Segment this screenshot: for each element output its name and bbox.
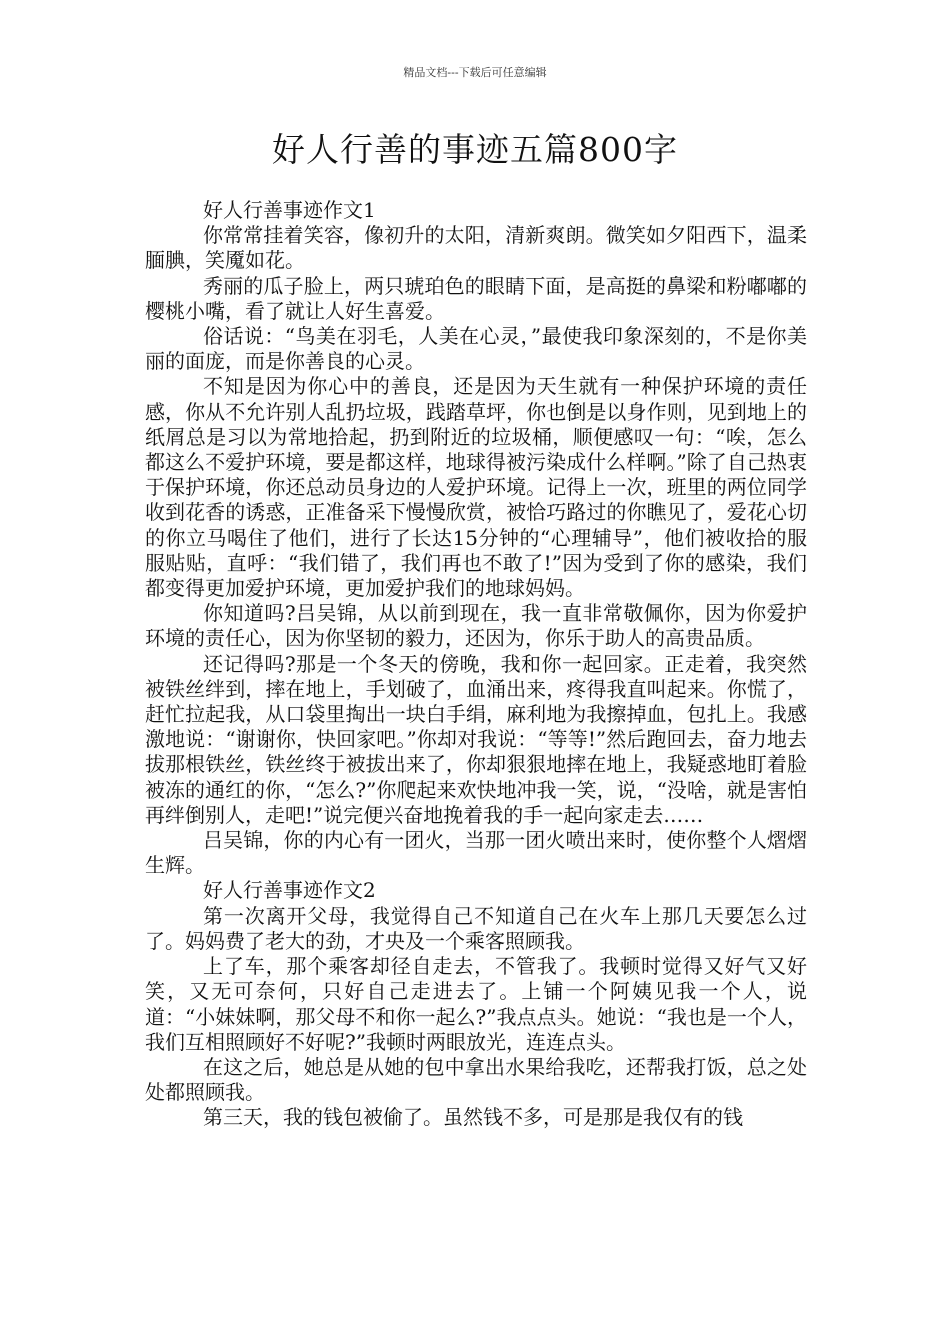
paragraph: 在这之后，她总是从她的包中拿出水果给我吃，还帮我打饭，总之处处都照顾我。: [145, 1054, 807, 1105]
paragraph: 你常常挂着笑容，像初升的太阳，清新爽朗。微笑如夕阳西下，温柔腼腆，笑魇如花。: [145, 223, 807, 273]
paragraph: 你知道吗?吕吴锦，从以前到现在，我一直非常敬佩你，因为你爱护环境的责任心，因为你坚韧的毅力，还因为，你乐于助人的高贵品质。: [145, 601, 807, 651]
section-heading-2: 好人行善事迹作文2: [203, 878, 376, 903]
section-heading-1: 好人行善事迹作文1: [203, 198, 376, 222]
document-title: 好人行善的事迹五篇800字: [272, 130, 678, 169]
paragraph: 第三天，我的钱包被偷了。虽然钱不多，可是那是我仅有的钱: [203, 1105, 743, 1130]
document-body: [145, 198, 807, 1131]
paragraph: 不知是因为你心中的善良，还是因为天生就有一种保护环境的责任感，你从不允许别人乱扔垃圾，践踏草坪，你也倒是以身作则，见到地上的纸屑总是习以为常地拾起，扔到附近的垃圾桶，顺便感叹一句：“唉，怎么都这么不爱护环境，要是都这样，地球得被污染成什么样啊。”除了自己热衷于保护环境，你还总动员身边的人爱护环境。记得上一次，班里的两位同学收到花香的诱惑，正准备采下慢慢欣赏，被恰巧路过的你瞧见了，爱花心切的你立马喝住了他们，进行了长达15分钟的“心理辅导”，他们被收拾的服服贴贴，直呼：“我们错了，我们再也不敢了!”因为受到了你的感染，我们都变得更加爱护环境，更加爱护我们的地球妈妈。: [145, 374, 807, 601]
paragraph: 还记得吗?那是一个冬天的傍晚，我和你一起回家。正走着，我突然被铁丝绊到，摔在地上，手划破了，血涌出来，疼得我直叫起来。你慌了，赶忙拉起我，从口袋里掏出一块白手绢，麻利地为我擦掉血，包扎上。我感激地说：“谢谢你，快回家吧。”你却对我说：“等等!”然后跑回去，奋力地去拔那根铁丝，铁丝终于被拔出来了，你却狠狠地摔在地上，我疑惑地盯着脸被冻的通红的你，“怎么?”你爬起来欢快地冲我一笑，说，“没啥，就是害怕再绊倒别人，走吧!”说完便兴奋地挽着我的手一起向家走去……: [145, 651, 807, 827]
paragraph: 俗话说：“鸟美在羽毛，人美在心灵，”最使我印象深刻的，不是你美丽的面庞，而是你善良的心灵。: [145, 324, 807, 374]
paragraph: 吕吴锦，你的内心有一团火，当那一团火喷出来时，使你整个人熠熠生辉。: [145, 828, 807, 878]
paragraph: 第一次离开父母，我觉得自己不知道自己在火车上那几天要怎么过了。妈妈费了老大的劲，才央及一个乘客照顾我。: [145, 903, 807, 953]
paragraph: 秀丽的瓜子脸上，两只琥珀色的眼睛下面，是高挺的鼻梁和粉嘟嘟的樱桃小嘴，看了就让人好生喜爱。: [145, 273, 807, 323]
paragraph: 上了车，那个乘客却径自走去，不管我了。我顿时觉得又好气又好笑，又无可奈何，只好自己走进去了。上铺一个阿姨见我一个人，说道：“小妹妹啊，那父母不和你一起么?”我点点头。她说：“我也是一个人，我们互相照顾好不好呢?”我顿时两眼放光，连连点头。: [145, 954, 807, 1054]
header-note: 精品文档---下载后可任意编辑: [403, 66, 547, 79]
